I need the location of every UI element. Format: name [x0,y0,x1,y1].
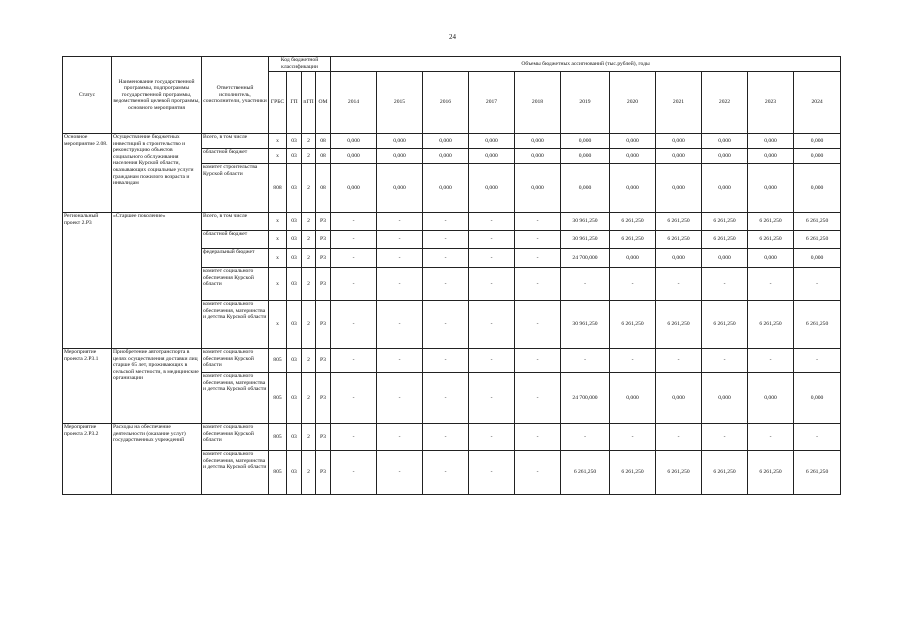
name-cell: Осуществление бюджетных инвестиций в строительство и реконструкцию объектов социального обслуживания населения Курской области, оказывающих социальные услуги гражданам пожилого возраста и инвалидам [112,134,202,213]
executor-cell: Всего, в том числе [202,213,269,231]
value-cell: 30 961,250 [561,231,610,249]
value-cell: 0,000 [656,134,702,149]
executor-cell: комитет социального обеспечения, материнства и детства Курской области [202,451,269,495]
code-cell: 03 [287,349,302,373]
value-cell: 6 261,250 [610,213,656,231]
value-cell: 0,000 [794,249,841,268]
header-code: Код бюджетной классификации [269,57,331,72]
code-cell: 2 [302,249,316,268]
value-cell: - [515,268,561,301]
value-cell: 24 700,000 [561,249,610,268]
code-cell: 03 [287,424,302,451]
header-year: 2016 [423,72,469,134]
value-cell: - [748,268,794,301]
status-cell: Мероприятие проекта 2.Р3.2 [63,424,112,495]
value-cell: - [331,373,377,424]
value-cell: - [469,451,515,495]
value-cell: 0,000 [610,149,656,164]
code-cell: 2 [302,164,316,213]
value-cell: - [423,451,469,495]
value-cell: - [331,349,377,373]
status-cell: Региональный проект 2.Р3 [63,213,112,349]
header-name: Наименование государственной программы, подпрограммы государственной программы, ведомственной целевой программы, основного мероприятия [112,57,202,134]
value-cell: - [610,268,656,301]
value-cell: - [469,301,515,349]
value-cell: - [423,231,469,249]
code-cell: 2 [302,301,316,349]
code-cell: Р3 [316,451,331,495]
header-year: 2022 [702,72,748,134]
code-cell: 08 [316,149,331,164]
budget-table [62,56,841,495]
value-cell: - [331,268,377,301]
code-cell: 03 [287,164,302,213]
executor-cell: комитет социального обеспечения, материнства и детства Курской области [202,373,269,424]
value-cell: 0,000 [423,149,469,164]
value-cell: - [377,349,423,373]
code-cell: 03 [287,373,302,424]
value-cell: 24 700,000 [561,373,610,424]
value-cell: 6 261,250 [702,213,748,231]
value-cell: - [469,424,515,451]
header-code-gp: ГП [287,72,302,134]
value-cell: - [656,349,702,373]
value-cell: 6 261,250 [656,231,702,249]
code-cell: 03 [287,451,302,495]
page-number: 24 [449,33,456,41]
value-cell: 30 961,250 [561,213,610,231]
code-cell: 08 [316,134,331,149]
value-cell: - [561,268,610,301]
value-cell: 0,000 [377,134,423,149]
executor-cell: Всего, в том числе [202,134,269,149]
value-cell: - [331,301,377,349]
code-cell: 03 [287,301,302,349]
code-cell: 03 [287,249,302,268]
header-year: 2024 [794,72,841,134]
value-cell: 0,000 [610,164,656,213]
value-cell: - [748,424,794,451]
code-cell: x [269,149,287,164]
value-cell: 6 261,250 [702,451,748,495]
value-cell: 0,000 [656,149,702,164]
value-cell: - [702,424,748,451]
header-status: Статус [63,57,112,134]
value-cell: 6 261,250 [748,213,794,231]
name-cell: Расходы на обеспечение деятельности (оказание услуг) государственных учреждений [112,424,202,495]
header-code-pgp: пГП [302,72,316,134]
value-cell: - [377,249,423,268]
code-cell: Р3 [316,249,331,268]
value-cell: - [515,424,561,451]
value-cell: - [377,424,423,451]
value-cell: 6 261,250 [656,301,702,349]
code-cell: 2 [302,213,316,231]
table-row [63,349,841,373]
code-cell: x [269,134,287,149]
value-cell: 0,000 [794,134,841,149]
code-cell: 808 [269,164,287,213]
value-cell: 0,000 [748,164,794,213]
value-cell: - [469,373,515,424]
code-cell: x [269,231,287,249]
code-cell: Р3 [316,268,331,301]
value-cell: 0,000 [702,373,748,424]
table-row [63,424,841,451]
value-cell: - [515,213,561,231]
value-cell: - [561,349,610,373]
value-cell: - [331,249,377,268]
value-cell: - [469,349,515,373]
value-cell: - [423,213,469,231]
value-cell: 6 261,250 [702,301,748,349]
value-cell: 0,000 [377,149,423,164]
value-cell: - [610,424,656,451]
value-cell: - [331,424,377,451]
value-cell: 0,000 [748,373,794,424]
value-cell: - [331,213,377,231]
value-cell: - [702,349,748,373]
value-cell: 0,000 [702,164,748,213]
value-cell: 0,000 [702,149,748,164]
table-row [63,134,841,149]
value-cell: - [515,349,561,373]
executor-cell: областной бюджет [202,231,269,249]
value-cell: 0,000 [610,373,656,424]
value-cell: 6 261,250 [702,231,748,249]
value-cell: - [656,424,702,451]
code-cell: 805 [269,349,287,373]
code-cell: 03 [287,231,302,249]
value-cell: - [794,424,841,451]
code-cell: 03 [287,149,302,164]
value-cell: - [377,451,423,495]
header-executor: Ответственный исполнитель, соисполнители, участники [202,57,269,134]
value-cell: 6 261,250 [794,301,841,349]
code-cell: 2 [302,451,316,495]
value-cell: 0,000 [656,164,702,213]
value-cell: - [377,301,423,349]
code-cell: 03 [287,268,302,301]
value-cell: 0,000 [656,373,702,424]
code-cell: Р3 [316,424,331,451]
code-cell: x [269,268,287,301]
header-year: 2014 [331,72,377,134]
executor-cell: комитет социального обеспечения Курской области [202,424,269,451]
value-cell: - [377,213,423,231]
value-cell: 6 261,250 [610,451,656,495]
header-year: 2015 [377,72,423,134]
value-cell: - [702,268,748,301]
executor-cell: областной бюджет [202,149,269,164]
value-cell: - [656,268,702,301]
value-cell: - [423,424,469,451]
code-cell: Р3 [316,349,331,373]
value-cell: - [561,424,610,451]
code-cell: 2 [302,373,316,424]
code-cell: x [269,249,287,268]
code-cell: Р3 [316,231,331,249]
value-cell: 0,000 [423,164,469,213]
code-cell: 2 [302,231,316,249]
value-cell: 0,000 [469,149,515,164]
value-cell: 0,000 [469,164,515,213]
value-cell: 0,000 [515,149,561,164]
value-cell: 6 261,250 [748,451,794,495]
value-cell: - [515,249,561,268]
header-volumes: Объемы бюджетных ассигнований (тыс.рублей), годы [331,57,841,72]
value-cell: 0,000 [656,249,702,268]
value-cell: 6 261,250 [748,231,794,249]
value-cell: 30 961,250 [561,301,610,349]
value-cell: - [469,213,515,231]
name-cell: «Старшее поколение» [112,213,202,349]
code-cell: 805 [269,424,287,451]
code-cell: 03 [287,134,302,149]
value-cell: 6 261,250 [610,231,656,249]
value-cell: - [515,231,561,249]
value-cell: 0,000 [794,164,841,213]
value-cell: - [469,231,515,249]
code-cell: 805 [269,451,287,495]
code-cell: 2 [302,149,316,164]
code-cell: 805 [269,373,287,424]
value-cell: 6 261,250 [656,213,702,231]
value-cell: 0,000 [748,134,794,149]
value-cell: - [377,373,423,424]
value-cell: - [515,451,561,495]
header-year: 2021 [656,72,702,134]
header-code-om: ОМ [316,72,331,134]
code-cell: 2 [302,268,316,301]
value-cell: 0,000 [794,373,841,424]
value-cell: 0,000 [702,134,748,149]
value-cell: - [423,301,469,349]
header-year: 2020 [610,72,656,134]
value-cell: - [423,268,469,301]
code-cell: 03 [287,213,302,231]
header-year: 2023 [748,72,794,134]
value-cell: 0,000 [469,134,515,149]
value-cell: 0,000 [610,134,656,149]
value-cell: 6 261,250 [794,451,841,495]
value-cell: - [515,301,561,349]
code-cell: 2 [302,134,316,149]
value-cell: 0,000 [748,149,794,164]
value-cell: - [515,373,561,424]
value-cell: 6 261,250 [561,451,610,495]
value-cell: - [423,349,469,373]
value-cell: 0,000 [561,149,610,164]
header-year: 2017 [469,72,515,134]
value-cell: 6 261,250 [748,301,794,349]
value-cell: 6 261,250 [610,301,656,349]
code-cell: Р3 [316,213,331,231]
value-cell: - [423,373,469,424]
code-cell: 08 [316,164,331,213]
executor-cell: комитет социального обеспечения, материнства и детства Курской области [202,301,269,349]
executor-cell: комитет социального обеспечения Курской области [202,268,269,301]
code-cell: 2 [302,424,316,451]
value-cell: 6 261,250 [794,213,841,231]
value-cell: 0,000 [561,164,610,213]
value-cell: 6 261,250 [794,231,841,249]
table-body [63,134,841,495]
value-cell: 0,000 [331,134,377,149]
value-cell: 0,000 [748,249,794,268]
value-cell: - [331,231,377,249]
code-cell: 2 [302,349,316,373]
code-cell: x [269,301,287,349]
code-cell: Р3 [316,373,331,424]
header-year: 2019 [561,72,610,134]
table-row [63,213,841,231]
value-cell: 6 261,250 [656,451,702,495]
executor-cell: комитет социального обеспечения Курской области [202,349,269,373]
value-cell: 0,000 [515,164,561,213]
code-cell: x [269,213,287,231]
header-year: 2018 [515,72,561,134]
executor-cell: комитет строительства Курской области [202,164,269,213]
value-cell: - [469,249,515,268]
status-cell: Основное мероприятие 2.08. [63,134,112,213]
value-cell: - [748,349,794,373]
code-cell: Р3 [316,301,331,349]
executor-cell: федеральный бюджет [202,249,269,268]
value-cell: - [794,268,841,301]
value-cell: 0,000 [610,249,656,268]
value-cell: 0,000 [331,149,377,164]
value-cell: - [377,268,423,301]
value-cell: - [794,349,841,373]
value-cell: - [423,249,469,268]
value-cell: 0,000 [561,134,610,149]
value-cell: - [469,268,515,301]
value-cell: 0,000 [794,149,841,164]
status-cell: Мероприятие проекта 2.Р3.1 [63,349,112,424]
header-code-grbs: ГРБС [269,72,287,134]
value-cell: 0,000 [702,249,748,268]
value-cell: 0,000 [515,134,561,149]
value-cell: - [377,231,423,249]
name-cell: Приобретение автотранспорта в целях осуществления доставки лиц старше 65 лет, проживающих в сельской местности, в медицинские организации [112,349,202,424]
value-cell: 0,000 [377,164,423,213]
value-cell: 0,000 [423,134,469,149]
value-cell: - [610,349,656,373]
value-cell: - [331,451,377,495]
value-cell: 0,000 [331,164,377,213]
